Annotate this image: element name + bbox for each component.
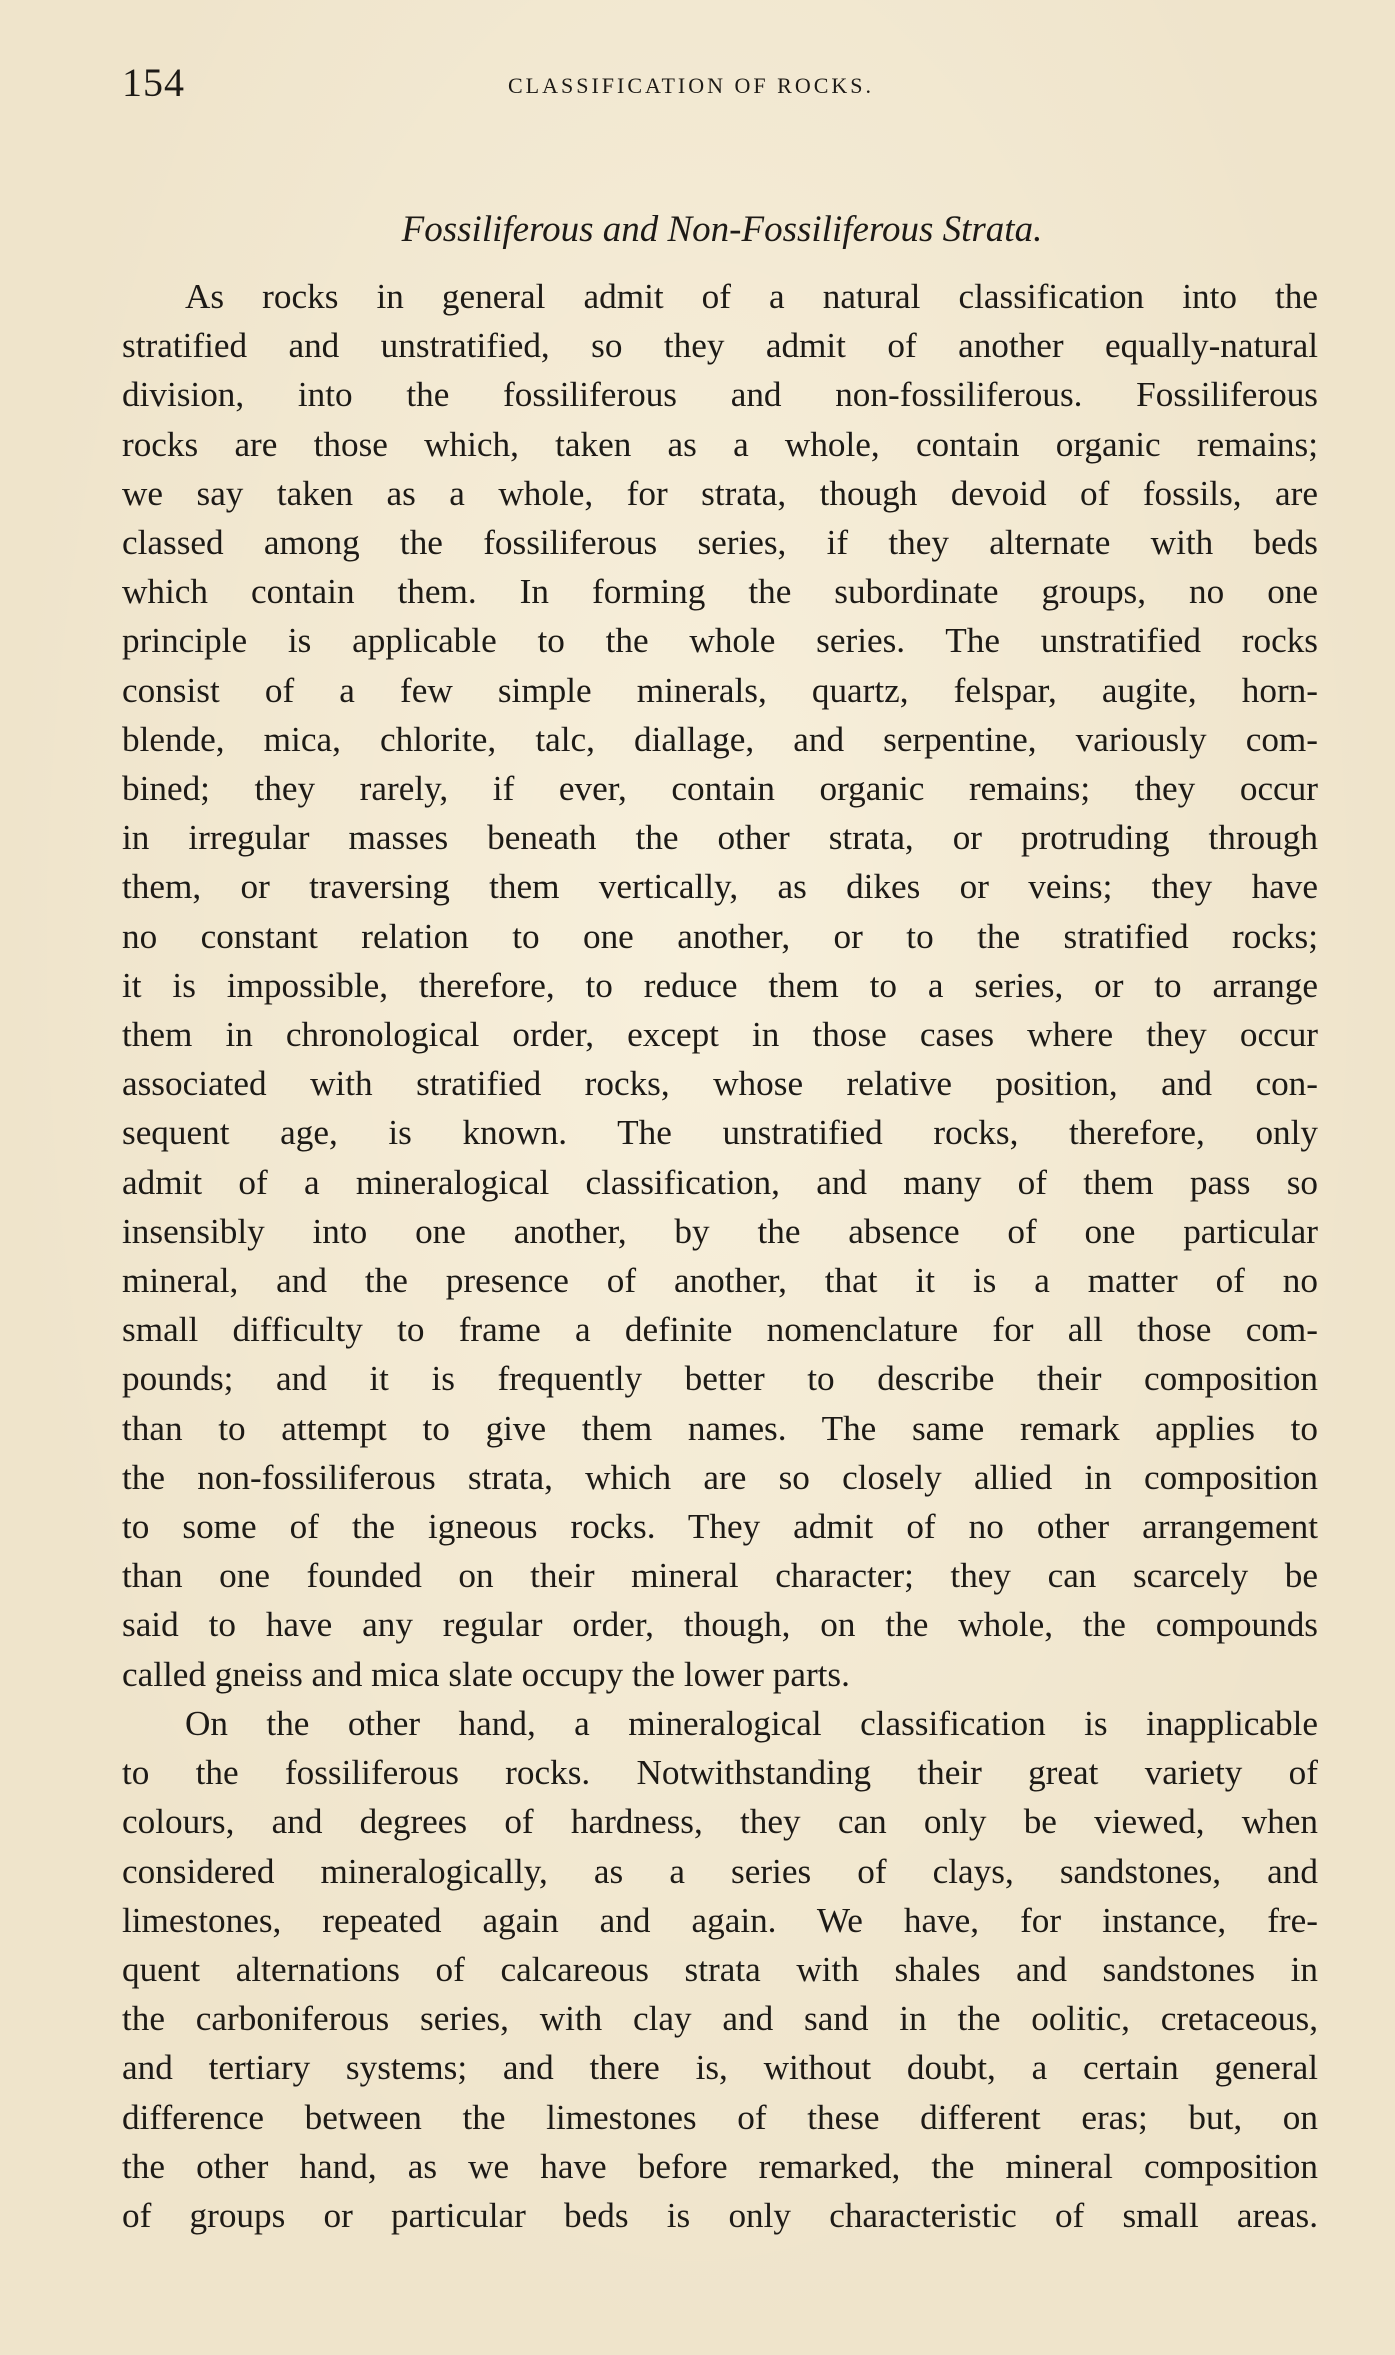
text-line: associated with stratified rocks, whose relative position, and con- bbox=[122, 1064, 1318, 1104]
text-line: rocks are those which, taken as a whole, contain organic remains; bbox=[122, 424, 1318, 464]
text-line: stratified and unstratified, so they admit of another equally-natural bbox=[122, 326, 1318, 366]
text-line: them in chronological order, except in those cases where they occur bbox=[122, 1015, 1318, 1055]
text-line: which contain them. In forming the subordinate groups, no one bbox=[122, 572, 1318, 612]
text-line: admit of a mineralogical classification, and many of them pass so bbox=[122, 1162, 1318, 1202]
text-line: it is impossible, therefore, to reduce them to a series, or to arrange bbox=[122, 965, 1318, 1005]
text-line: principle is applicable to the whole series. The unstratified rocks bbox=[122, 621, 1318, 661]
text-line: the non-fossiliferous strata, which are so closely allied in composition bbox=[122, 1457, 1318, 1497]
body-text bbox=[122, 272, 1318, 2240]
text-line: mineral, and the presence of another, that it is a matter of no bbox=[122, 1261, 1318, 1301]
text-line: than to attempt to give them names. The same remark applies to bbox=[122, 1408, 1318, 1448]
text-line: difference between the limestones of these different eras; but, on bbox=[122, 2097, 1318, 2137]
text-line: insensibly into one another, by the absence of one particular bbox=[122, 1211, 1318, 1251]
text-line: the other hand, as we have before remarked, the mineral composition bbox=[122, 2146, 1318, 2186]
text-line: called gneiss and mica slate occupy the lower parts. bbox=[122, 1654, 850, 1694]
text-line: limestones, repeated again and again. We have, for instance, fre- bbox=[122, 1900, 1318, 1940]
text-line: quent alternations of calcareous strata with shales and sandstones in bbox=[122, 1949, 1318, 1989]
text-line: in irregular masses beneath the other strata, or protruding through bbox=[122, 818, 1318, 858]
text-line: sequent age, is known. The unstratified rocks, therefore, only bbox=[122, 1113, 1318, 1153]
text-line: colours, and degrees of hardness, they can only be viewed, when bbox=[122, 1802, 1318, 1842]
text-line: classed among the fossiliferous series, if they alternate with beds bbox=[122, 523, 1318, 563]
text-line: said to have any regular order, though, on the whole, the compounds bbox=[122, 1605, 1318, 1645]
text-line: blende, mica, chlorite, talc, diallage, and serpentine, variously com- bbox=[122, 719, 1318, 759]
text-line: than one founded on their mineral character; they can scarcely be bbox=[122, 1556, 1318, 1596]
text-line: considered mineralogically, as a series of clays, sandstones, and bbox=[122, 1851, 1318, 1891]
paragraph-1 bbox=[122, 272, 1318, 1699]
page-number: 154 bbox=[122, 60, 185, 105]
text-line: them, or traversing them vertically, as dikes or veins; they have bbox=[122, 867, 1318, 907]
section-title: Fossiliferous and Non-Fossiliferous Strata. bbox=[401, 209, 1043, 250]
running-title: CLASSIFICATION OF ROCKS. bbox=[508, 73, 875, 98]
text-line: to the fossiliferous rocks. Notwithstanding their great variety of bbox=[122, 1753, 1318, 1793]
text-line: no constant relation to one another, or to the stratified rocks; bbox=[122, 916, 1318, 956]
text-line: As rocks in general admit of a natural classification into the bbox=[185, 277, 1318, 316]
text-line: and tertiary systems; and there is, without doubt, a certain general bbox=[122, 2048, 1318, 2088]
text-line: division, into the fossiliferous and non-fossiliferous. Fossiliferous bbox=[122, 375, 1318, 415]
text-line: small difficulty to frame a definite nomenclature for all those com- bbox=[122, 1310, 1318, 1350]
text-line: pounds; and it is frequently better to describe their composition bbox=[122, 1359, 1318, 1399]
page-header bbox=[122, 58, 1322, 108]
text-line: to some of the igneous rocks. They admit of no other arrangement bbox=[122, 1507, 1318, 1547]
paragraph-2 bbox=[122, 1699, 1318, 2240]
text-line: the carboniferous series, with clay and sand in the oolitic, cretaceous, bbox=[122, 1999, 1318, 2039]
text-line: bined; they rarely, if ever, contain organic remains; they occur bbox=[122, 769, 1318, 809]
text-line: On the other hand, a mineralogical classification is inapplicable bbox=[185, 1703, 1318, 1743]
text-line: we say taken as a whole, for strata, though devoid of fossils, are bbox=[122, 473, 1318, 513]
text-line: consist of a few simple minerals, quartz, felspar, augite, horn- bbox=[122, 670, 1318, 710]
text-line: of groups or particular beds is only characteristic of small areas. bbox=[122, 2195, 1318, 2235]
